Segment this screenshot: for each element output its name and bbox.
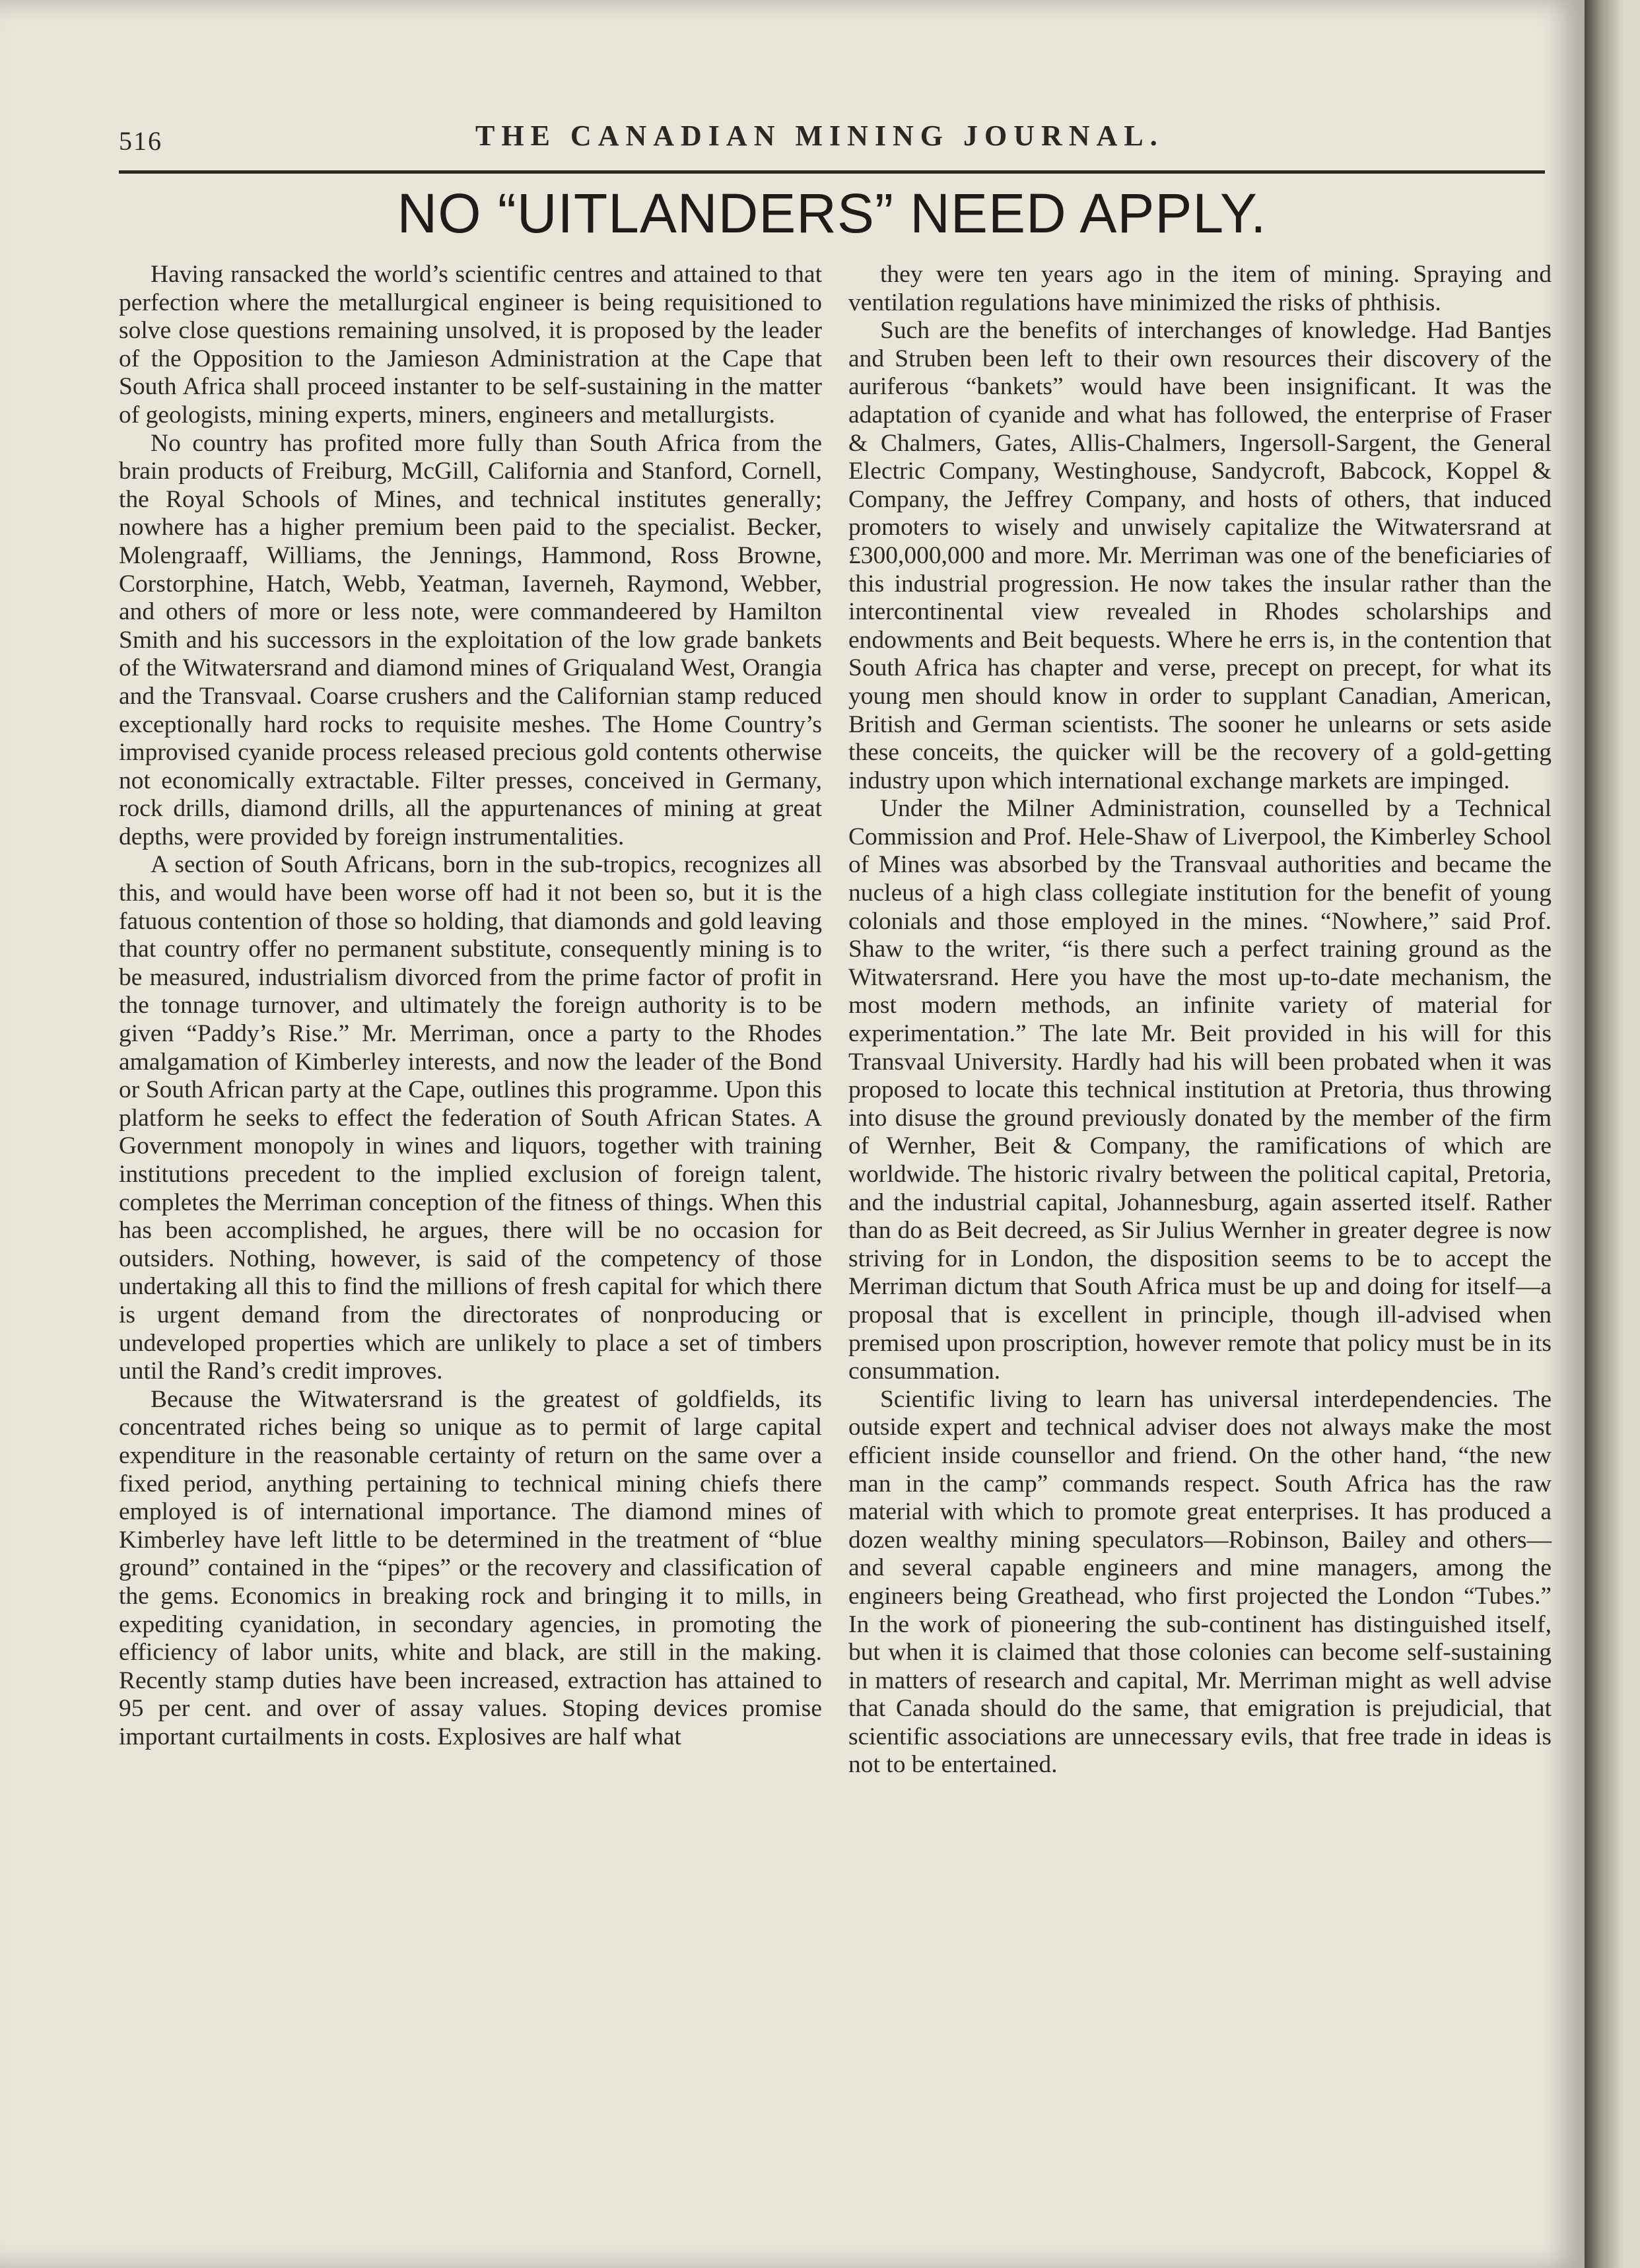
- article-title: NO “UITLANDERS” NEED APPLY.: [397, 182, 1267, 244]
- page-number: 516: [119, 126, 162, 156]
- paragraph: Under the Milner Administration, counselled by a Technical Commission and Prof. Hele-Shaw of Liverpool, the Kimberley School of Mines was absorbed by the Transvaal authorities and became the nucleus of a high class collegiate institution for the benefit of young colonials and those employed in the mines. “Nowhere,” said Prof. Shaw to the writer, “is there such a perfect training ground as the Witwatersrand. Here you have the most up-to-date mechanism, the most modern methods, an infinite variety of material for experimentation.” The late Mr. Beit provided in his will for this Transvaal University. Hardly had his will been probated when it was proposed to locate this technical institution at Pretoria, thus throwing into disuse the ground previously donated by the member of the firm of Wernher, Beit & Company, the ramifications of which are worldwide. The historic rivalry between the political capital, Pretoria, and the industrial capital, Johannesburg, again asserted itself. Rather than do as Beit decreed, as Sir Julius Wernher in greater degree is now striving for in London, the disposition seems to be to accept the Merriman dictum that South Africa must be up and doing for itself—a proposal that is excellent in principle, though ill-advised when premised upon proscription, however remote that policy must be in its consummation.: [848, 795, 1552, 1385]
- paragraph: Because the Witwatersrand is the greatest of goldfields, its concentrated riches being so unique as to permit of large capital expenditure in the reasonable certainty of return on the same over a fixed period, anything pertaining to technical mining chiefs there employed is of international importance. The diamond mines of Kimberley have left little to be determined in the treatment of “blue ground” contained in the “pipes” or the recovery and classification of the gems. Economics in breaking rock and bringing it to mills, in expediting cyanidation, in secondary agencies, in promoting the efficiency of labor units, white and black, are still in the making. Recently stamp duties have been increased, extraction has attained to 95 per cent. and over of assay values. Stoping devices promise important curtailments in costs. Explosives are half what: [119, 1385, 822, 1750]
- journal-name: THE CANADIAN MINING JOURNAL.: [475, 120, 1164, 152]
- adjacent-page-edge: [1585, 0, 1640, 2268]
- paragraph: they were ten years ago in the item of mining. Spraying and ventilation regulations have minimized the risks of phthisis.: [848, 261, 1552, 316]
- paragraph: Such are the benefits of interchanges of knowledge. Had Bantjes and Struben been left to their own resources their discovery of the auriferous “bankets” would have been insignificant. It was the adaptation of cyanide and what has followed, the enterprise of Fraser & Chalmers, Gates, Allis-Chalmers, Ingersoll-Sargent, the General Electric Company, Westinghouse, Sandycroft, Babcock, Koppel & Company, the Jeffrey Company, and hosts of others, that induced promoters to wisely and unwisely capitalize the Witwatersrand at £300,000,000 and more. Mr. Merriman was one of the beneficiaries of this industrial progression. He now takes the insular rather than the intercontinental view revealed in Rhodes scholarships and endowments and Beit bequests. Where he errs is, in the contention that South Africa has chapter and verse, precept on precept, for what its young men should know in order to supplant Canadian, American, British and German scientists. The sooner he unlearns or sets aside these conceits, the quicker will be the recovery of a gold-getting industry upon which international exchange markets are impinged.: [848, 317, 1552, 794]
- paragraph: Scientific living to learn has universal interdependencies. The outside expert and technical adviser does not always make the most efficient inside counsellor and friend. On the other hand, “the new man in the camp” commands respect. South Africa has the raw material with which to promote great enterprises. It has produced a dozen wealthy mining speculators—Robinson, Bailey and others—and several capable engineers and mine managers, among the engineers being Greathead, who first projected the London “Tubes.” In the work of pioneering the sub-continent has distinguished itself, but when it is claimed that those colonies can become self-sustaining in matters of research and capital, Mr. Merriman might as well advise that Canada should do the same, that emigration is prejudicial, that scientific associations are unnecessary evils, that free trade in ideas is not to be entertained.: [848, 1385, 1552, 1779]
- right-column: [848, 261, 1552, 1779]
- paragraph: A section of South Africans, born in the sub-tropics, recognizes all this, and would have been worse off had it not been so, but it is the fatuous contention of those so holding, that diamonds and gold leaving that country offer no permanent substitute, consequently mining is to be measured, industrialism divorced from the prime factor of profit in the tonnage turnover, and ultimately the foreign authority is to be given “Paddy’s Rise.” Mr. Merriman, once a party to the Rhodes amalgamation of Kimberley interests, and now the leader of the Bond or South African party at the Cape, outlines this programme. Upon this platform he seeks to effect the federation of South African States. A Government monopoly in wines and liquors, together with training institutions precedent to the implied exclusion of foreign talent, completes the Merriman conception of the fitness of things. When this has been accomplished, he argues, there will be no occasion for outsiders. Nothing, however, is said of the competency of those undertaking all this to find the millions of fresh capital for which there is urgent demand from the directorates of nonproducing or undeveloped properties which are unlikely to place a set of timbers until the Rand’s credit improves.: [119, 851, 822, 1385]
- header-rule: [119, 170, 1545, 174]
- page-header: [119, 119, 1545, 165]
- paragraph: Having ransacked the world’s scientific centres and attained to that perfection where the metallurgical engineer is being requisitioned to solve close questions remaining unsolved, it is proposed by the leader of the Opposition to the Jamieson Administration at the Cape that South Africa shall proceed instanter to be self-sustaining in the matter of geologists, mining experts, miners, engineers and metallurgists.: [119, 261, 822, 429]
- paragraph: No country has profited more fully than South Africa from the brain products of Freiburg, McGill, California and Stanford, Cornell, the Royal Schools of Mines, and technical institutes generally; nowhere has a higher premium been paid to the specialist. Becker, Molengraaff, Williams, the Jennings, Hammond, Ross Browne, Corstorphine, Hatch, Webb, Yeatman, Iaverneh, Raymond, Webber, and others of more or less note, were commandeered by Hamilton Smith and his successors in the exploitation of the low grade bankets of the Witwatersrand and diamond mines of Griqualand West, Orangia and the Transvaal. Coarse crushers and the Californian stamp reduced exceptionally hard rocks to requisite meshes. The Home Country’s improvised cyanide process released precious gold contents otherwise not economically extractable. Filter presses, conceived in Germany, rock drills, diamond drills, all the appurtenances of mining at great depths, were provided by foreign instrumentalities.: [119, 429, 822, 850]
- left-column: [119, 261, 822, 1751]
